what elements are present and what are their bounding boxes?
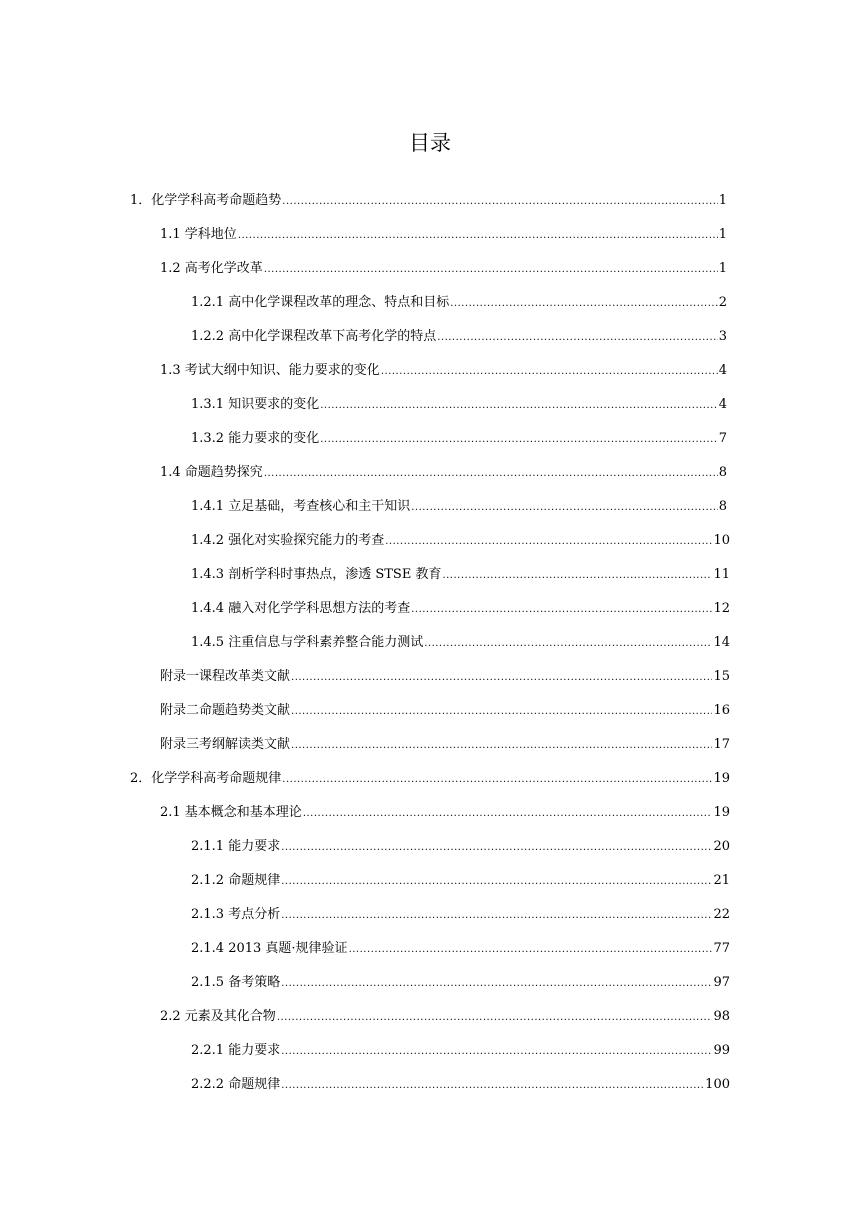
toc-entry-page: 1 — [718, 227, 727, 242]
toc-entry-label: 1.4.1 立足基础，考查核心和主干知识 — [191, 499, 411, 514]
toc-entry[interactable] — [191, 1041, 730, 1061]
toc-entry[interactable] — [191, 293, 727, 313]
toc-entry-page: 4 — [718, 363, 727, 378]
toc-entry-page: 77 — [713, 941, 730, 956]
toc-entry[interactable] — [160, 259, 727, 279]
dot-leader — [450, 294, 718, 314]
dot-leader — [349, 940, 713, 960]
toc-entry[interactable] — [191, 429, 727, 449]
toc-entry[interactable] — [160, 361, 727, 381]
dot-leader — [320, 430, 718, 450]
dot-leader — [291, 702, 712, 722]
toc-entry-label: 1.4.4 融入对化学学科思想方法的考查 — [191, 601, 411, 616]
toc-entry-page: 16 — [713, 703, 730, 718]
toc-entry-label: 1．化学学科高考命题趋势 — [130, 193, 282, 208]
toc-entry[interactable] — [191, 531, 730, 551]
toc-entry-label: 附录一课程改革类文献 — [160, 669, 291, 684]
toc-entry[interactable] — [191, 599, 730, 619]
toc-entry[interactable] — [191, 1075, 730, 1095]
toc-entry[interactable] — [130, 769, 730, 789]
toc-entry-label: 附录三考纲解读类文献 — [160, 737, 291, 752]
toc-entry-page: 3 — [718, 329, 727, 344]
dot-leader — [303, 804, 713, 824]
toc-entry[interactable] — [191, 837, 730, 857]
dot-leader — [411, 600, 712, 620]
toc-entry-page: 98 — [713, 1009, 730, 1024]
toc-entry[interactable] — [191, 633, 730, 653]
dot-leader — [282, 192, 717, 212]
toc-entry-page: 14 — [713, 635, 730, 650]
toc-entry-label: 1.2 高考化学改革 — [160, 261, 263, 276]
dot-leader — [281, 838, 712, 858]
toc-entry-label: 2.1.1 能力要求 — [191, 839, 281, 854]
toc-entry-label: 1.4 命题趋势探究 — [160, 465, 263, 480]
dot-leader — [424, 634, 712, 654]
toc-entry-page: 21 — [713, 873, 730, 888]
toc-entry[interactable] — [160, 1007, 730, 1027]
toc-entry[interactable] — [191, 973, 730, 993]
toc-entry-page: 19 — [713, 771, 730, 786]
toc-entry-label: 1.1 学科地位 — [160, 227, 237, 242]
toc-entry-label: 2.1.5 备考策略 — [191, 975, 281, 990]
dot-leader — [277, 1008, 713, 1028]
dot-leader — [281, 872, 712, 892]
toc-entry-page: 97 — [713, 975, 730, 990]
dot-leader — [411, 498, 718, 518]
toc-entry-page: 99 — [713, 1043, 730, 1058]
dot-leader — [442, 566, 712, 586]
toc-entry-page: 12 — [713, 601, 730, 616]
toc-entry-page: 22 — [713, 907, 730, 922]
toc-entry-label: 1.3 考试大纲中知识、能力要求的变化 — [160, 363, 380, 378]
toc-entry-page: 19 — [713, 805, 730, 820]
toc-entry[interactable] — [160, 701, 730, 721]
toc-entry-label: 2.2.1 能力要求 — [191, 1043, 281, 1058]
toc-entry-label: 1.4.3 剖析学科时事热点，渗透 STSE 教育 — [191, 567, 442, 582]
toc-entry-label: 1.4.2 强化对实验探究能力的考查 — [191, 533, 385, 548]
toc-entry[interactable] — [191, 565, 730, 585]
toc-entry-label: 2.1.2 命题规律 — [191, 873, 281, 888]
toc-entry[interactable] — [160, 803, 730, 823]
toc-entry-page: 17 — [713, 737, 730, 752]
toc-entry-label: 2．化学学科高考命题规律 — [130, 771, 282, 786]
toc-entry-label: 1.2.1 高中化学课程改革的理念、特点和目标 — [191, 295, 450, 310]
toc-entry-label: 2.2 元素及其化合物 — [160, 1009, 276, 1024]
toc-entry-page: 11 — [713, 567, 730, 582]
toc-entry[interactable] — [191, 939, 730, 959]
toc-entry-page: 1 — [718, 261, 727, 276]
toc-entry-label: 2.1.3 考点分析 — [191, 907, 281, 922]
toc-entry-page: 10 — [713, 533, 730, 548]
toc-entry-label: 2.2.2 命题规律 — [191, 1077, 281, 1092]
toc-entry-page: 8 — [718, 499, 727, 514]
dot-leader — [281, 1076, 704, 1096]
dot-leader — [282, 770, 712, 790]
toc-entry-page: 1 — [718, 193, 727, 208]
dot-leader — [291, 736, 712, 756]
toc-entry-label: 1.3.2 能力要求的变化 — [191, 431, 320, 446]
toc-entry[interactable] — [130, 191, 727, 211]
toc-entry-page: 7 — [718, 431, 727, 446]
toc-entry[interactable] — [160, 463, 727, 483]
dot-leader — [385, 532, 712, 552]
toc-entry-page: 4 — [718, 397, 727, 412]
dot-leader — [238, 226, 718, 246]
toc-entry[interactable] — [160, 667, 730, 687]
toc-entry-page: 20 — [713, 839, 730, 854]
toc-entry-page: 2 — [718, 295, 727, 310]
toc-entry-page: 8 — [718, 465, 727, 480]
dot-leader — [437, 328, 718, 348]
toc-entry[interactable] — [191, 871, 730, 891]
toc-entry[interactable] — [191, 327, 727, 347]
toc-entry-label: 1.2.2 高中化学课程改革下高考化学的特点 — [191, 329, 437, 344]
toc-entry-label: 1.4.5 注重信息与学科素养整合能力测试 — [191, 635, 424, 650]
toc-entry[interactable] — [160, 735, 730, 755]
toc-entry[interactable] — [191, 497, 727, 517]
dot-leader — [264, 260, 718, 280]
page-title: 目录 — [409, 131, 451, 155]
toc-entry-label: 2.1.4 2013 真题·规律验证 — [191, 941, 348, 956]
dot-leader — [320, 396, 718, 416]
toc-entry-label: 1.3.1 知识要求的变化 — [191, 397, 320, 412]
toc-entry[interactable] — [191, 395, 727, 415]
toc-entry-label: 附录二命题趋势类文献 — [160, 703, 291, 718]
dot-leader — [264, 464, 718, 484]
toc-entry[interactable] — [160, 225, 727, 245]
dot-leader — [281, 906, 712, 926]
dot-leader — [281, 1042, 712, 1062]
toc-entry[interactable] — [191, 905, 730, 925]
toc-entry-page: 15 — [713, 669, 730, 684]
dot-leader — [281, 974, 712, 994]
dot-leader — [291, 668, 712, 688]
toc-entry-label: 2.1 基本概念和基本理论 — [160, 805, 302, 820]
dot-leader — [381, 362, 718, 382]
toc-entry-page: 100 — [705, 1077, 730, 1092]
